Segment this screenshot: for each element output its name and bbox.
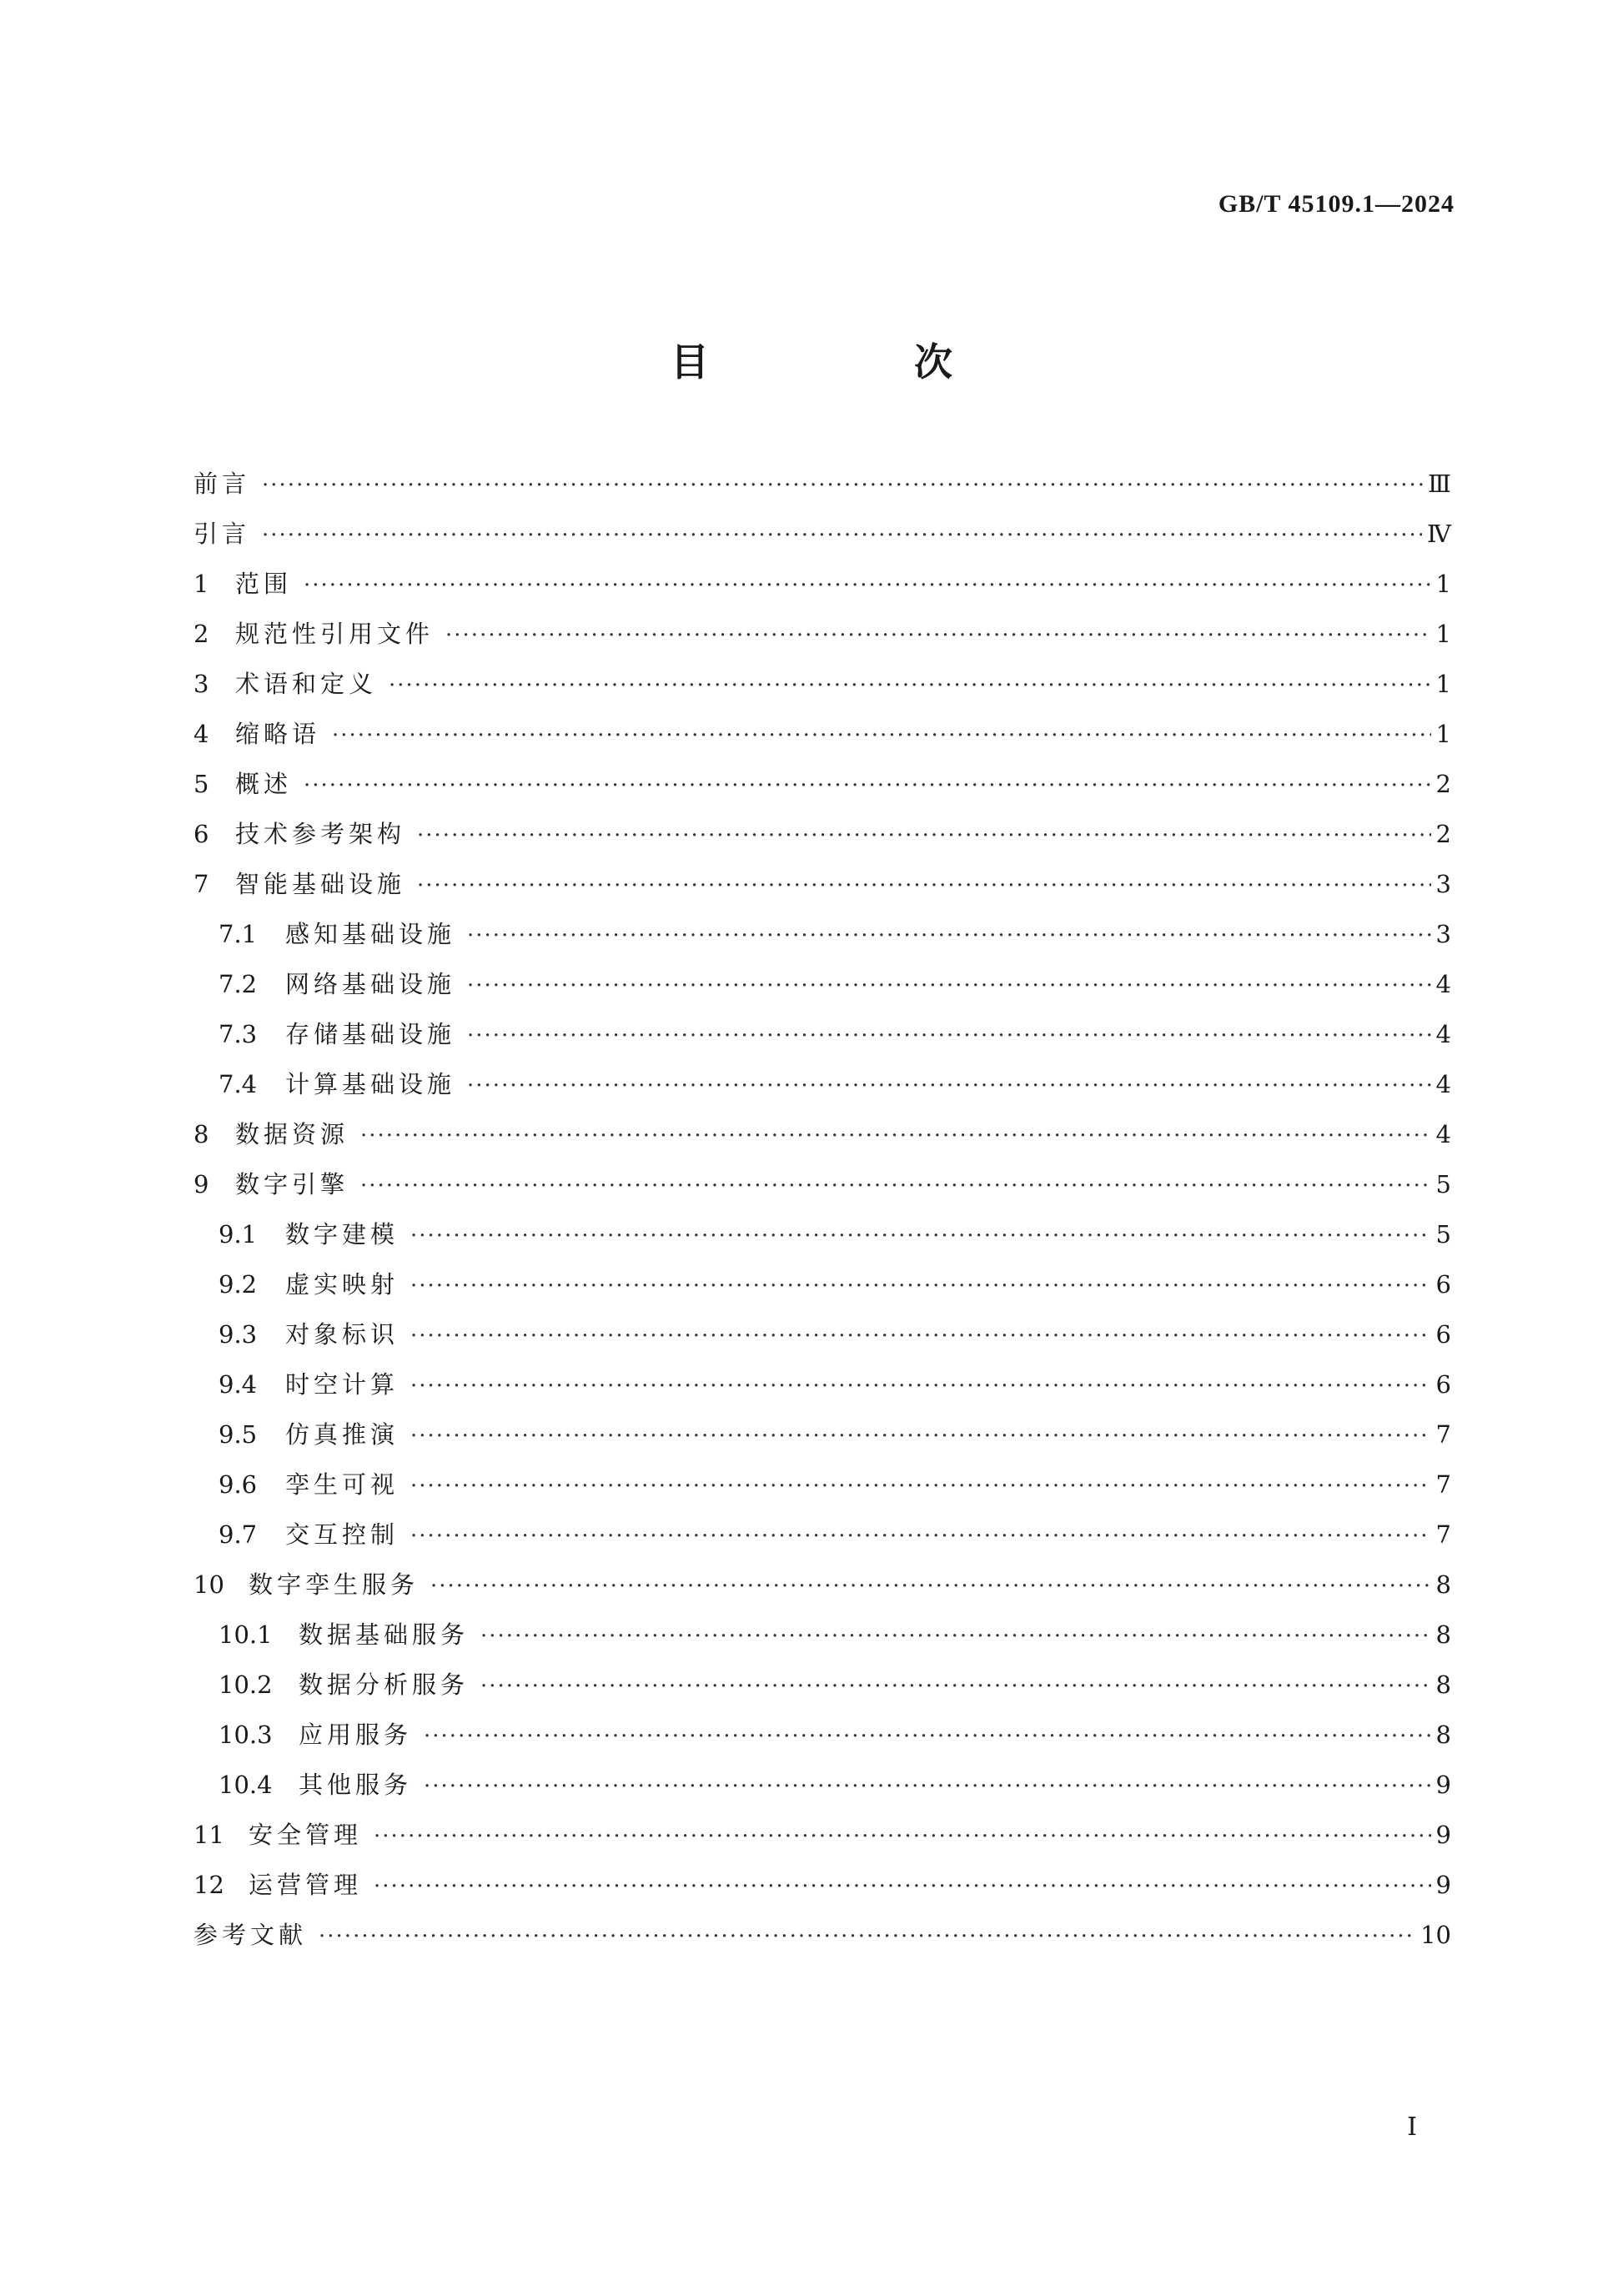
toc-entry-10-3[interactable] [193, 1710, 1451, 1760]
toc-number: 12 [193, 1871, 224, 1899]
toc-number: 10.1 [219, 1620, 273, 1649]
dot-leader [332, 711, 1431, 761]
toc-label: 感知基础设施 [285, 920, 456, 948]
dot-leader [262, 460, 1423, 510]
toc-page-number: 4 [1435, 1070, 1451, 1098]
page-number: Ⅰ [1407, 2113, 1417, 2141]
toc-label: 孪生可视 [285, 1470, 399, 1499]
dot-leader [410, 1511, 1431, 1561]
toc-label: 参考文献 [193, 1921, 308, 1949]
toc-page-number: 9 [1435, 1871, 1451, 1899]
toc-entry-9-6[interactable] [193, 1459, 1451, 1510]
toc-entry-7-2[interactable] [193, 959, 1451, 1009]
dot-leader [467, 1011, 1431, 1061]
toc-entry-8[interactable] [193, 1109, 1451, 1159]
toc-entry-10[interactable] [193, 1560, 1451, 1610]
toc-page-number: 1 [1435, 570, 1451, 598]
toc-entry-4[interactable] [193, 709, 1451, 759]
dot-leader [410, 1361, 1431, 1411]
toc-entry-foreword[interactable] [193, 459, 1451, 509]
toc-entry-9-3[interactable] [193, 1309, 1451, 1359]
dot-leader [467, 911, 1431, 961]
toc-number: 9.1 [219, 1220, 258, 1248]
toc-entry-7[interactable] [193, 859, 1451, 909]
toc-number: 9.6 [219, 1470, 258, 1499]
toc-label: 网络基础设施 [285, 970, 456, 998]
toc-label: 计算基础设施 [285, 1070, 456, 1098]
toc-page-number: 8 [1435, 1620, 1451, 1649]
dot-leader [467, 1061, 1431, 1111]
toc-entry-bibliography[interactable] [193, 1910, 1451, 1960]
toc-page-number: 6 [1435, 1370, 1451, 1399]
toc-number: 11 [193, 1821, 224, 1849]
toc-number: 9.4 [219, 1370, 258, 1399]
dot-leader [410, 1461, 1431, 1511]
toc-page-number: 7 [1435, 1520, 1451, 1549]
dot-leader [445, 610, 1431, 661]
toc-entry-11[interactable] [193, 1810, 1451, 1860]
toc-entry-1[interactable] [193, 559, 1451, 609]
toc-page-number: 8 [1435, 1570, 1451, 1599]
toc-number: 10 [193, 1570, 224, 1599]
toc-page-number: 10 [1420, 1921, 1451, 1949]
toc-page-number: 4 [1435, 1020, 1451, 1048]
toc-page-number: 2 [1435, 770, 1451, 798]
toc-label: 安全管理 [249, 1821, 363, 1849]
toc-page-number: Ⅲ [1428, 470, 1451, 498]
dot-leader [360, 1111, 1431, 1161]
dot-leader [389, 661, 1431, 711]
toc-page-number: 7 [1435, 1470, 1451, 1499]
toc-entry-introduction[interactable] [193, 509, 1451, 559]
toc-number: 10.3 [219, 1721, 273, 1749]
toc-label: 其他服务 [299, 1771, 413, 1799]
toc-entry-9-7[interactable] [193, 1510, 1451, 1560]
toc-label: 引言 [193, 520, 251, 548]
dot-leader [410, 1261, 1431, 1311]
toc-number: 2 [193, 620, 209, 648]
toc-entry-7-1[interactable] [193, 909, 1451, 959]
toc-number: 8 [193, 1120, 209, 1148]
toc-label: 数字引擎 [235, 1170, 349, 1198]
toc-number: 9 [193, 1170, 209, 1198]
toc-entry-10-4[interactable] [193, 1760, 1451, 1810]
toc-label: 数据资源 [235, 1120, 349, 1148]
table-of-contents [193, 459, 1451, 1960]
toc-page-number: 7 [1435, 1420, 1451, 1449]
toc-page-number: 1 [1435, 620, 1451, 648]
toc-number: 6 [193, 820, 209, 848]
toc-number: 7 [193, 870, 209, 898]
toc-entry-2[interactable] [193, 609, 1451, 659]
toc-label: 规范性引用文件 [235, 620, 435, 648]
dot-leader [410, 1311, 1431, 1361]
toc-label: 前言 [193, 470, 251, 498]
toc-entry-7-3[interactable] [193, 1009, 1451, 1059]
dot-leader [430, 1561, 1431, 1611]
dot-leader [467, 961, 1431, 1011]
dot-leader [410, 1211, 1431, 1261]
dot-leader [304, 560, 1431, 610]
toc-number: 9.3 [219, 1320, 258, 1349]
dot-leader [319, 1912, 1415, 1962]
dot-leader [374, 1811, 1431, 1861]
toc-number: 7.2 [219, 970, 258, 998]
standard-code: GB/T 45109.1—2024 [1218, 190, 1455, 218]
page-title: 目 次 [671, 339, 1036, 384]
toc-label: 概述 [235, 770, 293, 798]
dot-leader [424, 1761, 1431, 1811]
toc-number: 7.4 [219, 1070, 258, 1098]
toc-entry-5[interactable] [193, 759, 1451, 809]
toc-label: 数字建模 [285, 1220, 399, 1248]
toc-entry-7-4[interactable] [193, 1059, 1451, 1109]
toc-page-number: 1 [1435, 670, 1451, 698]
toc-page-number: Ⅳ [1427, 520, 1451, 548]
toc-number: 9.7 [219, 1520, 258, 1549]
toc-page-number: 9 [1435, 1771, 1451, 1799]
toc-number: 10.4 [219, 1771, 273, 1799]
toc-label: 运营管理 [249, 1871, 363, 1899]
dot-leader [417, 861, 1431, 911]
toc-label: 智能基础设施 [235, 870, 406, 898]
dot-leader [417, 811, 1431, 861]
toc-number: 5 [193, 770, 209, 798]
toc-number: 1 [193, 570, 209, 598]
dot-leader [262, 510, 1422, 560]
toc-page-number: 4 [1435, 1120, 1451, 1148]
toc-label: 对象标识 [285, 1320, 399, 1349]
toc-label: 数据基础服务 [299, 1620, 470, 1649]
toc-number: 9.2 [219, 1270, 258, 1299]
toc-page-number: 9 [1435, 1821, 1451, 1849]
toc-page-number: 4 [1435, 970, 1451, 998]
toc-entry-6[interactable] [193, 809, 1451, 859]
toc-page-number: 3 [1435, 870, 1451, 898]
toc-entry-9[interactable] [193, 1159, 1451, 1209]
dot-leader [374, 1861, 1431, 1912]
toc-label: 数字孪生服务 [249, 1570, 420, 1599]
dot-leader [480, 1661, 1431, 1711]
toc-page-number: 5 [1435, 1170, 1451, 1198]
toc-label: 仿真推演 [285, 1420, 399, 1449]
toc-number: 7.3 [219, 1020, 258, 1048]
toc-number: 9.5 [219, 1420, 258, 1449]
toc-page-number: 3 [1435, 920, 1451, 948]
dot-leader [424, 1711, 1431, 1761]
toc-label: 缩略语 [235, 720, 321, 748]
toc-label: 技术参考架构 [235, 820, 406, 848]
toc-page-number: 1 [1435, 720, 1451, 748]
toc-entry-9-1[interactable] [193, 1209, 1451, 1259]
toc-page-number: 6 [1435, 1270, 1451, 1299]
toc-page-number: 2 [1435, 820, 1451, 848]
toc-label: 虚实映射 [285, 1270, 399, 1299]
dot-leader [480, 1611, 1431, 1661]
toc-page-number: 6 [1435, 1320, 1451, 1349]
toc-page-number: 8 [1435, 1671, 1451, 1699]
toc-label: 数据分析服务 [299, 1671, 470, 1699]
toc-entry-12[interactable] [193, 1860, 1451, 1910]
toc-label: 时空计算 [285, 1370, 399, 1399]
toc-number: 3 [193, 670, 209, 698]
toc-label: 存储基础设施 [285, 1020, 456, 1048]
toc-entry-9-5[interactable] [193, 1409, 1451, 1459]
toc-page-number: 8 [1435, 1721, 1451, 1749]
toc-label: 术语和定义 [235, 670, 378, 698]
toc-entry-10-2[interactable] [193, 1660, 1451, 1710]
toc-entry-10-1[interactable] [193, 1610, 1451, 1660]
dot-leader [304, 761, 1431, 811]
toc-entry-9-4[interactable] [193, 1359, 1451, 1409]
toc-entry-3[interactable] [193, 659, 1451, 709]
dot-leader [360, 1161, 1431, 1211]
toc-label: 范围 [235, 570, 293, 598]
toc-label: 应用服务 [299, 1721, 413, 1749]
toc-entry-9-2[interactable] [193, 1259, 1451, 1309]
toc-page-number: 5 [1435, 1220, 1451, 1248]
toc-number: 4 [193, 720, 209, 748]
toc-number: 10.2 [219, 1671, 273, 1699]
dot-leader [410, 1411, 1431, 1461]
toc-label: 交互控制 [285, 1520, 399, 1549]
toc-number: 7.1 [219, 920, 258, 948]
